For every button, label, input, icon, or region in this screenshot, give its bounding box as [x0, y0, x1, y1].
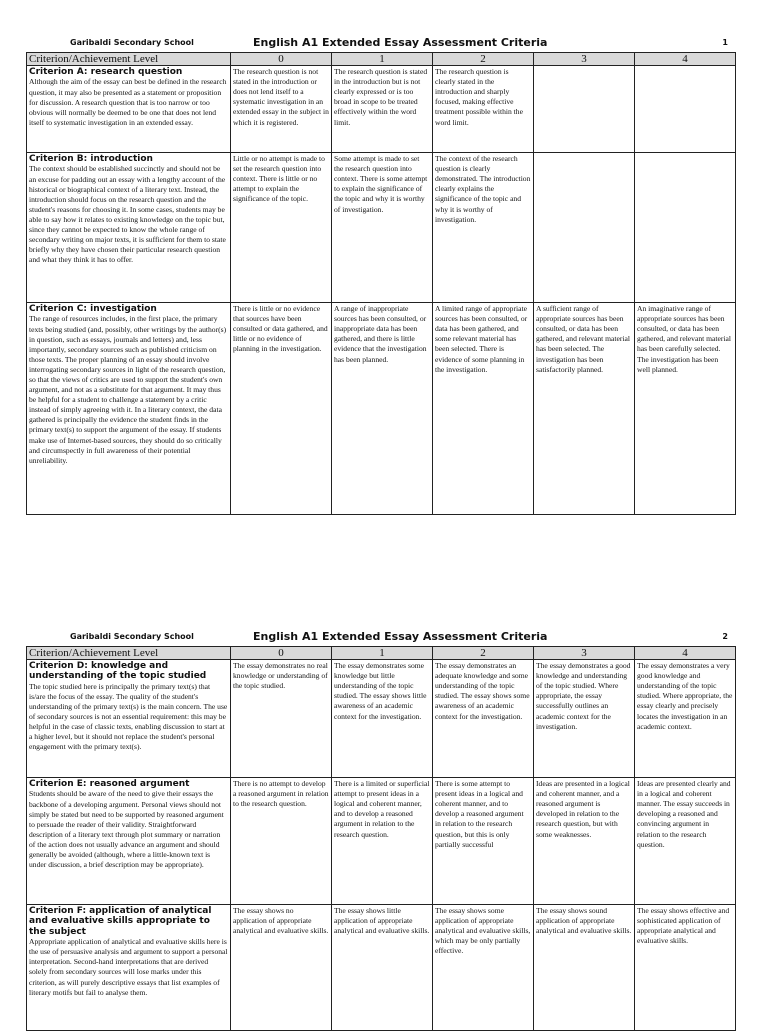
level-header: 4: [635, 647, 736, 660]
table-header-row: [27, 53, 736, 66]
table-row: [27, 660, 736, 778]
page-number: 1: [722, 38, 728, 47]
level-cell: A limited range of appropriate sources has been consulted, or data has been gathered, and some relevant material has been selected. There is evidence of some planning in the investigation.: [433, 303, 534, 515]
level-cell: The essay demonstrates a good knowledge and understanding of the topic studied. Where appropriate, the essay successfully outlines an academic context for the investigation.: [534, 660, 635, 778]
level-cell: There is little or no evidence that sources have been consulted or data gathered, and little or no evidence of planning in the investigation.: [231, 303, 332, 515]
criterion-title: Criterion E: reasoned argument: [29, 779, 190, 790]
table-row: [27, 66, 736, 153]
school-name: Garibaldi Secondary School: [70, 38, 194, 47]
level-cell: There is some attempt to present ideas in a logical and coherent manner, and to develop a reasoned argument in relation to the research question, but this is only partially successful: [433, 778, 534, 905]
level-cell: There is a limited or superficial attempt to present ideas in a logical and coherent manner, and to develop a reasoned argument in relation to the research question.: [332, 778, 433, 905]
level-header: 0: [231, 53, 332, 66]
level-cell: The research question is not stated in the introduction or does not lend itself to a systematic investigation in an extended essay in the subject in which it is registered.: [231, 66, 332, 153]
level-cell: There is no attempt to develop a reasoned argument in relation to the research question.: [231, 778, 332, 905]
level-header: 2: [433, 647, 534, 660]
level-header: 1: [332, 647, 433, 660]
level-cell: An imaginative range of appropriate sources has been consulted, or data has been gathered, and relevant material has been carefully selected. The investigation has been well planned.: [635, 303, 736, 515]
level-cell: Ideas are presented in a logical and coherent manner, and a reasoned argument is developed in relation to the research question, but with some weaknesses.: [534, 778, 635, 905]
criterion-description: Appropriate application of analytical and evaluative skills here is the use of persuasive analysis and argument to support a personal interpretation. Second-hand interpretations that are derived solely from secondary sources will lose marks under this criterion, as will purely descriptive essays that list examples of literary motifs but fail to analyse them.: [29, 937, 228, 997]
level-cell: [635, 153, 736, 303]
table-row: [27, 303, 736, 515]
level-cell: The essay demonstrates some knowledge but little understanding of the topic studied. The essay shows little awareness of an academic context for the investigation.: [332, 660, 433, 778]
criterion-cell: [27, 905, 231, 1031]
level-cell: [534, 66, 635, 153]
level-cell: The context of the research question is clearly demonstrated. The introduction clearly explains the significance of the topic and why it is worthy of investigation.: [433, 153, 534, 303]
level-header: 3: [534, 53, 635, 66]
level-cell: The essay shows little application of appropriate analytical and evaluative skills.: [332, 905, 433, 1031]
criterion-description: The context should be established succinctly and should not be an excuse for padding out an essay with a lengthy account of the historical or biographical context of a literary text. Instead, the introduction should focus on the research question and the student's reasons for choosing it. In some cases, students may be able to say how it relates to existing knowledge on the topic but, since they cannot be expected to know the whole range of secondary writing on major texts, it is sufficient for them to state briefly why they have chosen their particular research question and what they think it has to offer.: [29, 164, 226, 265]
criterion-header: Criterion/Achievement Level: [27, 647, 231, 660]
page-header: [26, 36, 736, 52]
page-2: [26, 630, 736, 1031]
document-title: English A1 Extended Essay Assessment Criteria: [253, 630, 548, 643]
level-header: 3: [534, 647, 635, 660]
criterion-description: Students should be aware of the need to give their essays the backbone of a developing argument. Personal views should not simply be stated but need to be supported by reasoned argument to persuade the reader of their validity. Straightforward description of a literary text through plot summary or narration of the action does not usually advance an argument and should generally be avoided (although, where a little-known text is under discussion, a brief description may be appropriate).: [29, 789, 224, 870]
criterion-title: Criterion A: research question: [29, 67, 183, 78]
level-cell: Little or no attempt is made to set the research question into context. There is little or no attempt to explain the significance of the topic.: [231, 153, 332, 303]
document-title: English A1 Extended Essay Assessment Criteria: [253, 36, 548, 49]
level-cell: Ideas are presented clearly and in a logical and coherent manner. The essay succeeds in developing a reasoned and convincing argument in relation to the research question.: [635, 778, 736, 905]
criterion-description: Although the aim of the essay can best be defined in the research question, it may also be presented as a statement or proposition for discussion. A research question that is too narrow or too obvious will normally be deemed to be one that does not lend itself to systematic investigation in an extended essay.: [29, 77, 227, 127]
school-name: Garibaldi Secondary School: [70, 632, 194, 641]
criterion-header: Criterion/Achievement Level: [27, 53, 231, 66]
level-cell: The essay demonstrates no real knowledge or understanding of the topic studied.: [231, 660, 332, 778]
level-cell: The essay shows effective and sophisticated application of appropriate analytical and evaluative skills.: [635, 905, 736, 1031]
level-cell: The essay shows no application of appropriate analytical and evaluative skills.: [231, 905, 332, 1031]
level-cell: A sufficient range of appropriate sources has been consulted, or data has been gathered, and relevant material has been selected. The investigation has been satisfactorily planned.: [534, 303, 635, 515]
table-row: [27, 153, 736, 303]
level-cell: Some attempt is made to set the research question into context. There is some attempt to explain the significance of the topic and why it is worthy of investigation.: [332, 153, 433, 303]
criterion-title: Criterion F: application of analytical and evaluative skills appropriate to the subject: [29, 906, 212, 937]
criterion-description: The topic studied here is principally the primary text(s) that is/are the focus of the essay. The quality of the student's understanding of the primary text(s) is the main concern. The use of secondary sources is not an essential requirement: this may be helpful in the case of classic texts, enabling discussion to start at a higher level, but it should not replace the student's personal engagement with the primary text(s).: [29, 681, 228, 752]
level-header: 2: [433, 53, 534, 66]
level-header: 0: [231, 647, 332, 660]
criterion-title: Criterion C: investigation: [29, 304, 157, 315]
criterion-cell: [27, 66, 231, 153]
level-header: 4: [635, 53, 736, 66]
level-header: 1: [332, 53, 433, 66]
table-row: [27, 778, 736, 905]
table-row: [27, 905, 736, 1031]
level-cell: The essay demonstrates an adequate knowledge and some understanding of the topic studied. The essay shows some awareness of an academic context for the investigation.: [433, 660, 534, 778]
criterion-title: Criterion B: introduction: [29, 154, 153, 165]
page-number: 2: [722, 632, 728, 641]
table-header-row: [27, 647, 736, 660]
criterion-cell: [27, 303, 231, 515]
level-cell: The essay shows sound application of appropriate analytical and evaluative skills.: [534, 905, 635, 1031]
criteria-table: [26, 52, 736, 515]
criterion-cell: [27, 153, 231, 303]
criterion-title: Criterion D: knowledge and understanding of the topic studied: [29, 661, 207, 682]
criterion-cell: [27, 660, 231, 778]
level-cell: The essay shows some application of appropriate analytical and evaluative skills, which may be only partially effective.: [433, 905, 534, 1031]
level-cell: A range of inappropriate sources has been consulted, or inappropriate data has been gathered, and there is little evidence that the investigation has been planned.: [332, 303, 433, 515]
level-cell: The essay demonstrates a very good knowledge and understanding of the topic studied. Where appropriate, the essay clearly and precisely locates the investigation in an academic context.: [635, 660, 736, 778]
level-cell: The research question is clearly stated in the introduction and sharply focused, making effective treatment possible within the word limit.: [433, 66, 534, 153]
criteria-table: [26, 646, 736, 1031]
level-cell: [635, 66, 736, 153]
criterion-description: The range of resources includes, in the first place, the primary texts being studied (and, possibly, other writings by the author(s) in question, such as essays, journals and letters) and, less importantly, secondary sources such as published criticism on those texts. The proper planning of an essay should involve interrogating secondary sources in light of the research question, so that the views of critics are used to support the student's own argument, and not as a substitute for that argument. It may thus be helpful for a student to challenge a statement by a critic instead of simply agreeing with it. In a literary context, the data gathered is principally the evidence the student finds in the primary text(s) to support the argument of the essay. If students make use of Internet-based sources, they should do so critically and circumspectly in full awareness of their potential unreliability.: [29, 314, 227, 465]
page-header: [26, 630, 736, 646]
criterion-cell: [27, 778, 231, 905]
level-cell: [534, 153, 635, 303]
page-1: [26, 36, 736, 515]
level-cell: The research question is stated in the introduction but is not clearly expressed or is too broad in scope to be treated effectively within the word limit.: [332, 66, 433, 153]
